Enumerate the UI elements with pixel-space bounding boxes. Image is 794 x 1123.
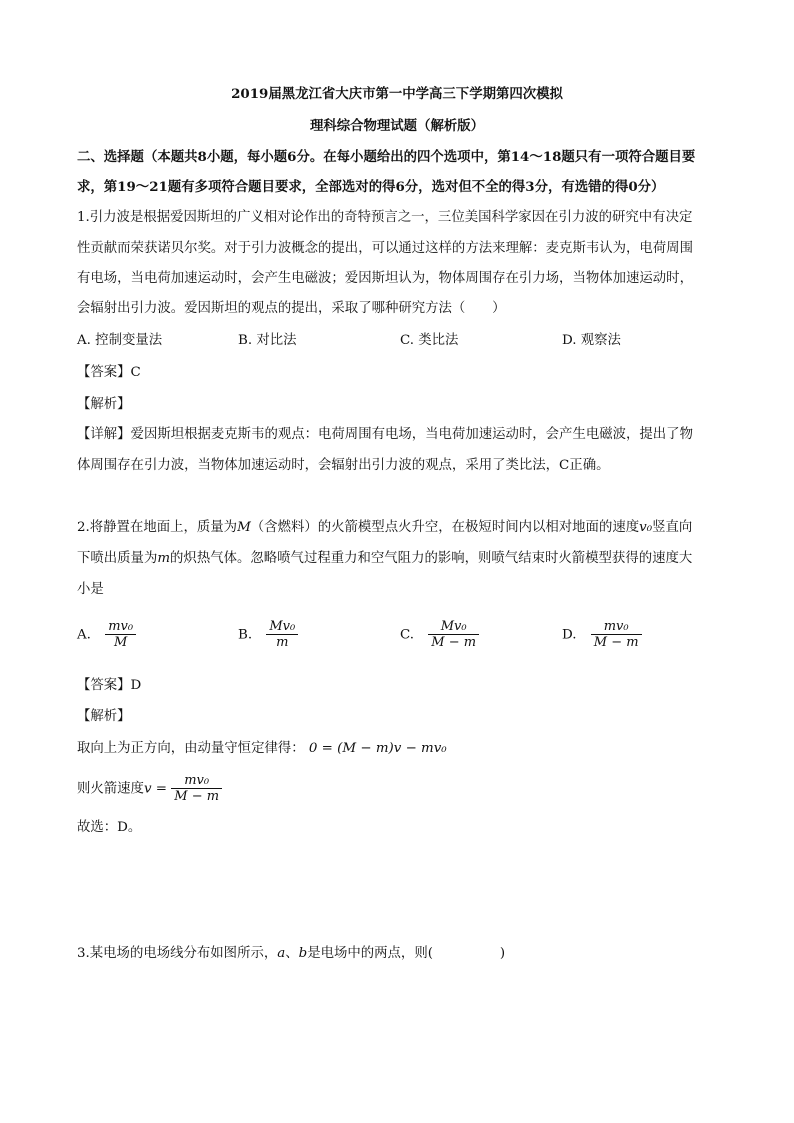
fraction-denominator: M − m xyxy=(428,634,479,651)
fraction-denominator: M − m xyxy=(591,634,642,651)
q2-momentum-equation: 0 = (M − m)v − mv₀ xyxy=(308,741,447,756)
q2-step2 xyxy=(77,773,222,805)
q2-option-fraction xyxy=(266,619,298,651)
section-instructions-line1: 二、选择题（本题共8小题，每小题6分。在每小题给出的四个选项中，第14～18题只有一项符合题目要 xyxy=(77,149,696,165)
q1-stem-line: 有电场，当电荷加速运动时，会产生电磁波；爱因斯坦认为，物体周围存在引力场，当物体加速运动时， xyxy=(77,271,693,286)
q2-answer: 【答案】D xyxy=(77,678,142,693)
fraction-numerator: mv₀ xyxy=(108,619,134,634)
fraction-numerator: mv₀ xyxy=(184,773,210,788)
q2-step2-text: 则火箭速度 xyxy=(77,781,144,797)
q2-step1-text: 取向上为正方向，由动量守恒定律得： xyxy=(77,741,305,756)
q3-point-b: b xyxy=(298,946,308,961)
q2-stem-text: 的炽热气体。忽略喷气过程重力和空气阻力的影响，则喷气结束时火箭模型获得的速度大 xyxy=(170,551,693,566)
q1-option-b: B. 对比法 xyxy=(238,333,297,348)
q2-stem-text: 2.将静置在地面上，质量为 xyxy=(77,520,238,535)
q3-stem-text: 3.某电场的电场线分布如图所示， xyxy=(77,946,278,961)
document-title: 2019届黑龙江省大庆市第一中学高三下学期第四次模拟 xyxy=(231,86,563,102)
q2-velocity-fraction xyxy=(171,773,222,805)
q2-velocity-lhs: v = xyxy=(143,781,167,797)
fraction-numerator: Mv₀ xyxy=(440,619,467,634)
q1-answer: 【答案】C xyxy=(77,365,141,380)
q1-analysis-heading: 【解析】 xyxy=(77,397,131,412)
q2-stem-text: 竖直向 xyxy=(652,520,693,535)
q2-step1 xyxy=(77,739,447,759)
q2-option-label: B. xyxy=(238,627,253,643)
q2-option-c xyxy=(400,619,479,651)
q2-option-fraction xyxy=(105,619,136,651)
q2-option-label: D. xyxy=(562,627,577,643)
q3-point-a: a xyxy=(277,946,286,961)
fraction-numerator: mv₀ xyxy=(603,619,629,634)
q2-option-a xyxy=(77,619,136,651)
fraction-denominator: m xyxy=(266,634,298,651)
q2-mass-symbol: M xyxy=(237,520,251,535)
q2-gas-mass-symbol: m xyxy=(157,551,171,566)
q2-stem-text: 下喷出质量为 xyxy=(77,551,158,566)
q2-analysis-heading: 【解析】 xyxy=(77,709,131,724)
q3-stem-text: 是电场中的两点，则( ) xyxy=(307,946,506,961)
q1-stem-line: 会辐射出引力波。爱因斯坦的观点的提出，采取了哪种研究方法（ ） xyxy=(77,301,506,316)
q2-option-b xyxy=(238,619,298,651)
q3-stem xyxy=(77,944,505,964)
q1-option-d: D. 观察法 xyxy=(562,333,621,348)
q2-stem-text: （含燃料）的火箭模型点火升空，在极短时间内以相对地面的速度 xyxy=(250,520,640,535)
fraction-denominator: M − m xyxy=(171,788,222,805)
q2-option-fraction xyxy=(428,619,479,651)
q2-stem-line1 xyxy=(77,518,692,538)
q1-stem-line: 1.引力波是根据爱因斯坦的广义相对论作出的奇特预言之一，三位美国科学家因在引力波的研究中有决定 xyxy=(77,210,693,225)
q2-option-d xyxy=(562,619,642,651)
q2-option-label: A. xyxy=(77,627,91,643)
fraction-denominator: M xyxy=(105,634,136,651)
q1-detail-line: 体周围存在引力波，当物体加速运动时，会辐射出引力波的观点，采用了类比法，C正确。 xyxy=(77,458,610,473)
q2-conclusion: 故选：D。 xyxy=(77,820,142,835)
fraction-numerator: Mv₀ xyxy=(269,619,296,634)
q2-velocity-symbol: v₀ xyxy=(639,520,653,535)
q3-separator: 、 xyxy=(285,946,299,961)
q2-stem-line3: 小是 xyxy=(77,582,104,597)
q1-stem-line: 性贡献而荣获诺贝尔奖。对于引力波概念的提出，可以通过这样的方法来理解：麦克斯韦认为，电荷周围 xyxy=(77,241,693,256)
document-subtitle: 理科综合物理试题（解析版） xyxy=(309,118,485,134)
q1-detail-line: 【详解】爱因斯坦根据麦克斯韦的观点：电荷周围有电场，当电荷加速运动时，会产生电磁波，提出了物 xyxy=(77,427,693,442)
section-instructions-line2: 求，第19～21题有多项符合题目要求，全部选对的得6分，选对但不全的得3分，有选错的得0分） xyxy=(77,179,665,195)
q2-option-label: C. xyxy=(400,627,415,643)
q2-option-fraction xyxy=(591,619,642,651)
q2-stem-line2 xyxy=(77,549,692,569)
q1-option-a: A. 控制变量法 xyxy=(77,333,163,348)
q1-option-c: C. 类比法 xyxy=(400,333,459,348)
